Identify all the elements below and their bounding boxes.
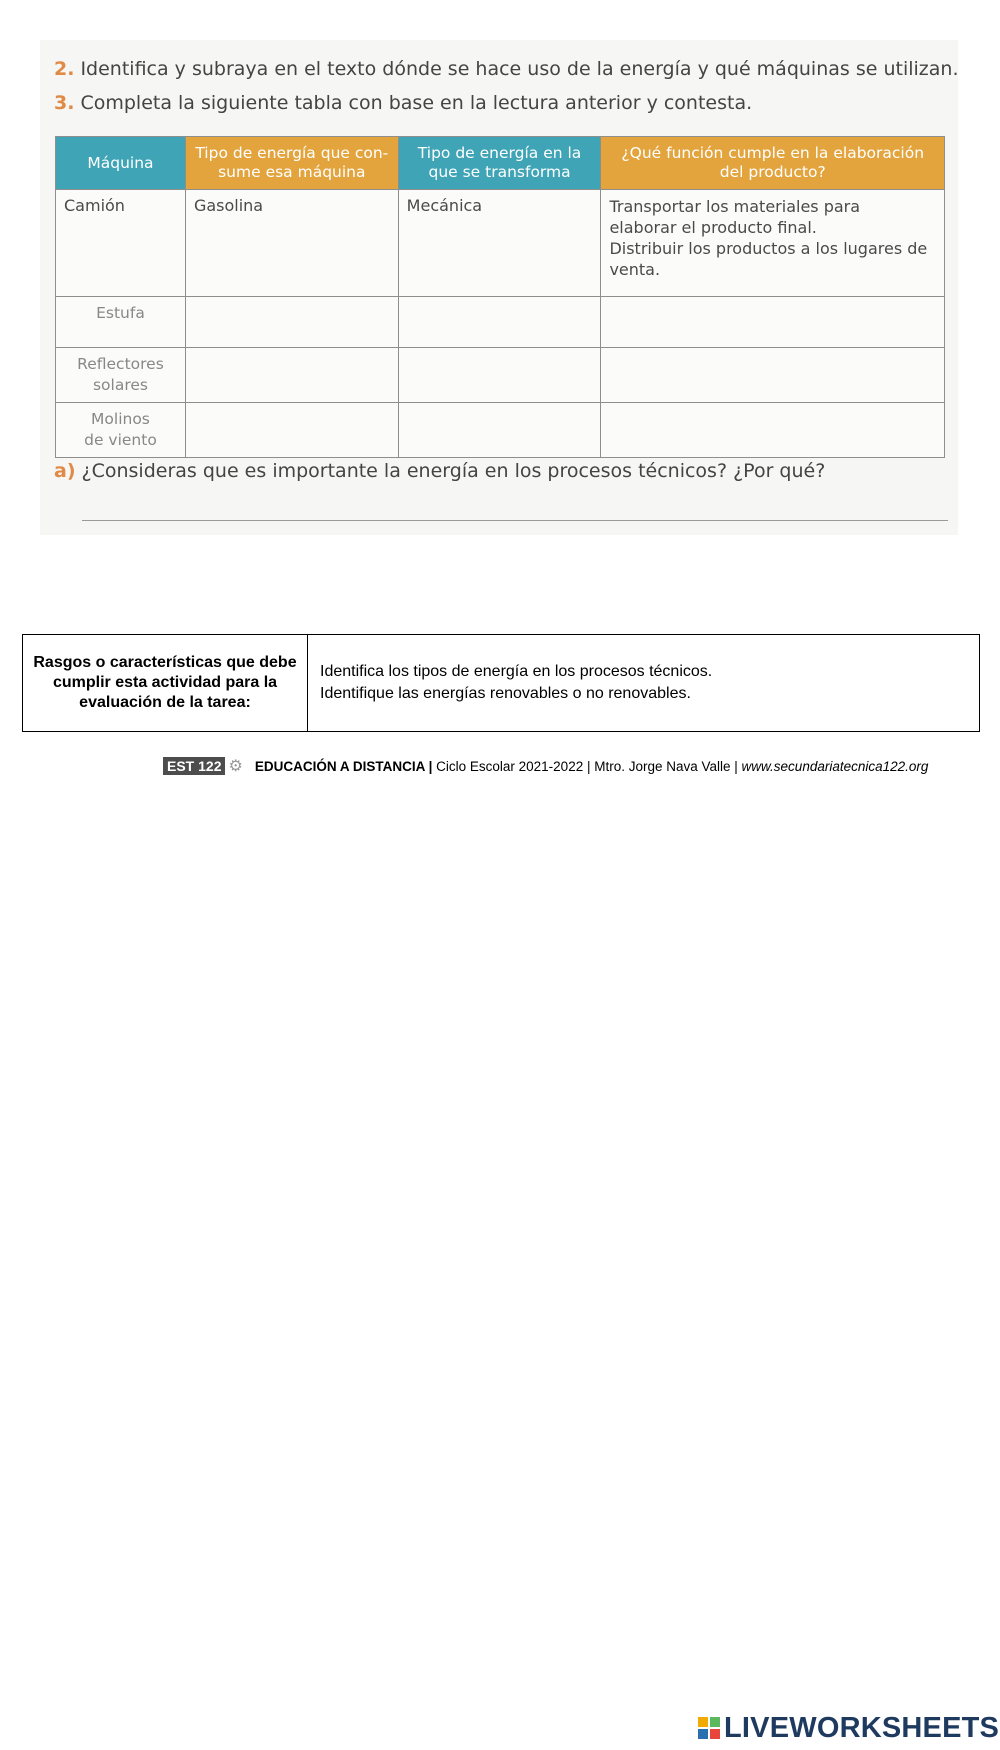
function-line: elaborar el producto final.: [609, 218, 817, 237]
answer-cell-function[interactable]: [601, 348, 945, 403]
answer-cell-energy-transformed[interactable]: [398, 297, 601, 348]
question-2-number: 2.: [54, 58, 75, 80]
footer: [163, 755, 971, 777]
table-row-estufa: [56, 297, 945, 348]
cell-machine: [56, 348, 186, 403]
function-line: Distribuir los productos a los lugares de: [609, 239, 928, 258]
question-3-text: Completa la siguiente tabla con base en la lectura anterior y contesta.: [80, 92, 753, 114]
table-header-row: [56, 137, 945, 190]
header-machine: Máquina: [56, 137, 186, 190]
cell-energy-consumed: Gasolina: [185, 190, 398, 297]
question-a: [54, 460, 825, 482]
liveworksheets-icon: [698, 1717, 720, 1739]
question-2-text: Identifica y subraya en el texto dónde se hace uso de la energía y qué máquinas se utilizan.: [80, 58, 959, 80]
energy-table: [55, 136, 945, 458]
table-row-reflectores: [56, 348, 945, 403]
table-row-camion: [56, 190, 945, 297]
machine-line: Molinos: [91, 410, 150, 428]
rubric-line: Identifique las energías renovables o no renovables.: [320, 685, 691, 702]
answer-cell-energy-consumed[interactable]: [185, 297, 398, 348]
function-line: Transportar los materiales para: [609, 197, 861, 216]
answer-cell-energy-consumed[interactable]: [185, 403, 398, 458]
gear-icon: ⚙: [228, 758, 243, 775]
cell-machine: Estufa: [56, 297, 186, 348]
footer-url[interactable]: www.secundariatecnica122.org: [741, 758, 929, 774]
cell-machine: Camión: [56, 190, 186, 297]
table-row-molinos: [56, 403, 945, 458]
worksheet-scan: [40, 40, 958, 535]
answer-cell-energy-consumed[interactable]: [185, 348, 398, 403]
answer-cell-energy-transformed[interactable]: [398, 348, 601, 403]
header-function: ¿Qué función cumple en la elaboración del producto?: [601, 137, 945, 190]
question-a-letter: a): [54, 460, 76, 482]
header-energy-consumed: Tipo de energía que con-sume esa máquina: [185, 137, 398, 190]
rubric-label: Rasgos o características que debe cumplir esta actividad para la evaluación de la tarea:: [23, 635, 308, 732]
cell-machine: [56, 403, 186, 458]
rubric-line: Identifica los tipos de energía en los procesos técnicos.: [320, 663, 713, 680]
answer-cell-energy-transformed[interactable]: [398, 403, 601, 458]
machine-line: de viento: [84, 431, 157, 449]
footer-program: EDUCACIÓN A DISTANCIA |: [254, 758, 433, 774]
machine-line: solares: [92, 376, 148, 394]
answer-line[interactable]: [82, 520, 948, 521]
question-3-number: 3.: [54, 92, 75, 114]
question-3: [54, 92, 752, 114]
answer-cell-function[interactable]: [601, 403, 945, 458]
machine-line: Reflectores: [77, 355, 164, 373]
liveworksheets-logo: [698, 1712, 999, 1744]
school-badge: EST 122: [163, 757, 225, 775]
cell-energy-transformed: Mecánica: [398, 190, 601, 297]
rubric-criteria: [308, 635, 980, 732]
answer-cell-function[interactable]: [601, 297, 945, 348]
footer-details: Ciclo Escolar 2021-2022 | Mtro. Jorge Nava Valle |: [436, 758, 738, 774]
cell-function: [601, 190, 945, 297]
question-a-text: ¿Consideras que es importante la energía en los procesos técnicos? ¿Por qué?: [81, 460, 826, 482]
question-2: [54, 58, 959, 80]
brand-name: LIVEWORKSHEETS: [724, 1711, 1000, 1744]
header-energy-transformed: Tipo de energía en la que se transforma: [398, 137, 601, 190]
rubric-table: [22, 634, 980, 732]
function-line: venta.: [609, 260, 661, 279]
